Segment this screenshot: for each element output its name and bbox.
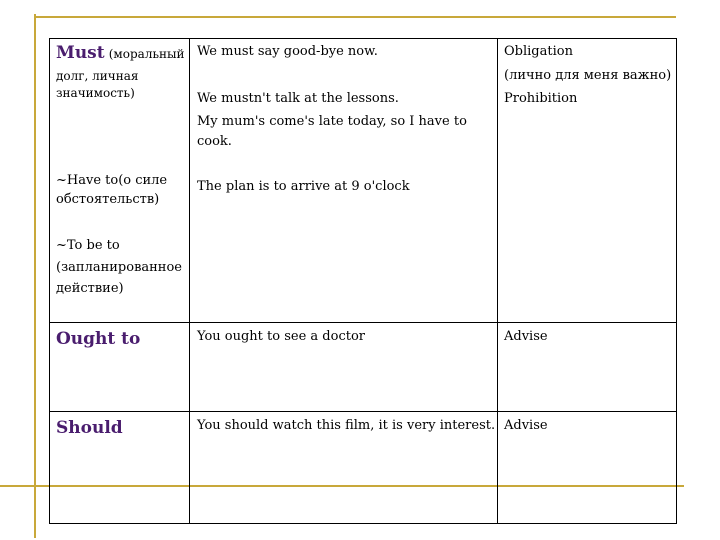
have-to-example-cont: cook.	[197, 134, 232, 149]
mustnt-example: We mustn't talk at the lessons.	[197, 91, 399, 106]
should-label: Should	[56, 418, 123, 438]
have-to-example: My mum's come's late today, so I have to	[197, 114, 467, 129]
must-modal-cell	[56, 43, 185, 65]
to-be-to-note: действие)	[56, 281, 124, 296]
row-divider	[50, 322, 676, 323]
to-be-to-label: ~To be to	[56, 238, 120, 253]
obligation-note: (лично для меня важно)	[504, 68, 672, 83]
must-note-line: значимость)	[56, 86, 135, 100]
must-note: (моральный	[108, 47, 185, 61]
should-meaning: Advise	[504, 418, 548, 433]
row-divider	[50, 411, 676, 412]
decorative-vertical-line	[34, 14, 36, 538]
ought-to-meaning: Advise	[504, 329, 548, 344]
prohibition-label: Prohibition	[504, 91, 578, 106]
column-divider	[497, 39, 498, 523]
must-note-line: долг, личная	[56, 69, 139, 83]
decorative-top-line	[34, 16, 676, 18]
have-to-label: ~Have to(о силе	[56, 173, 168, 188]
must-label: Must	[56, 43, 105, 63]
modal-verbs-table	[49, 38, 677, 524]
column-divider	[189, 39, 190, 523]
to-be-to-note: (запланированное	[56, 260, 182, 275]
obligation-label: Obligation	[504, 44, 573, 59]
should-example: You should watch this film, it is very interest.	[197, 418, 496, 433]
must-example: We must say good-bye now.	[197, 44, 378, 59]
have-to-note: обстоятельств)	[56, 192, 160, 207]
ought-to-example: You ought to see a doctor	[197, 329, 365, 344]
plan-example: The plan is to arrive at 9 o'clock	[197, 179, 410, 194]
ought-to-label: Ought to	[56, 329, 141, 349]
